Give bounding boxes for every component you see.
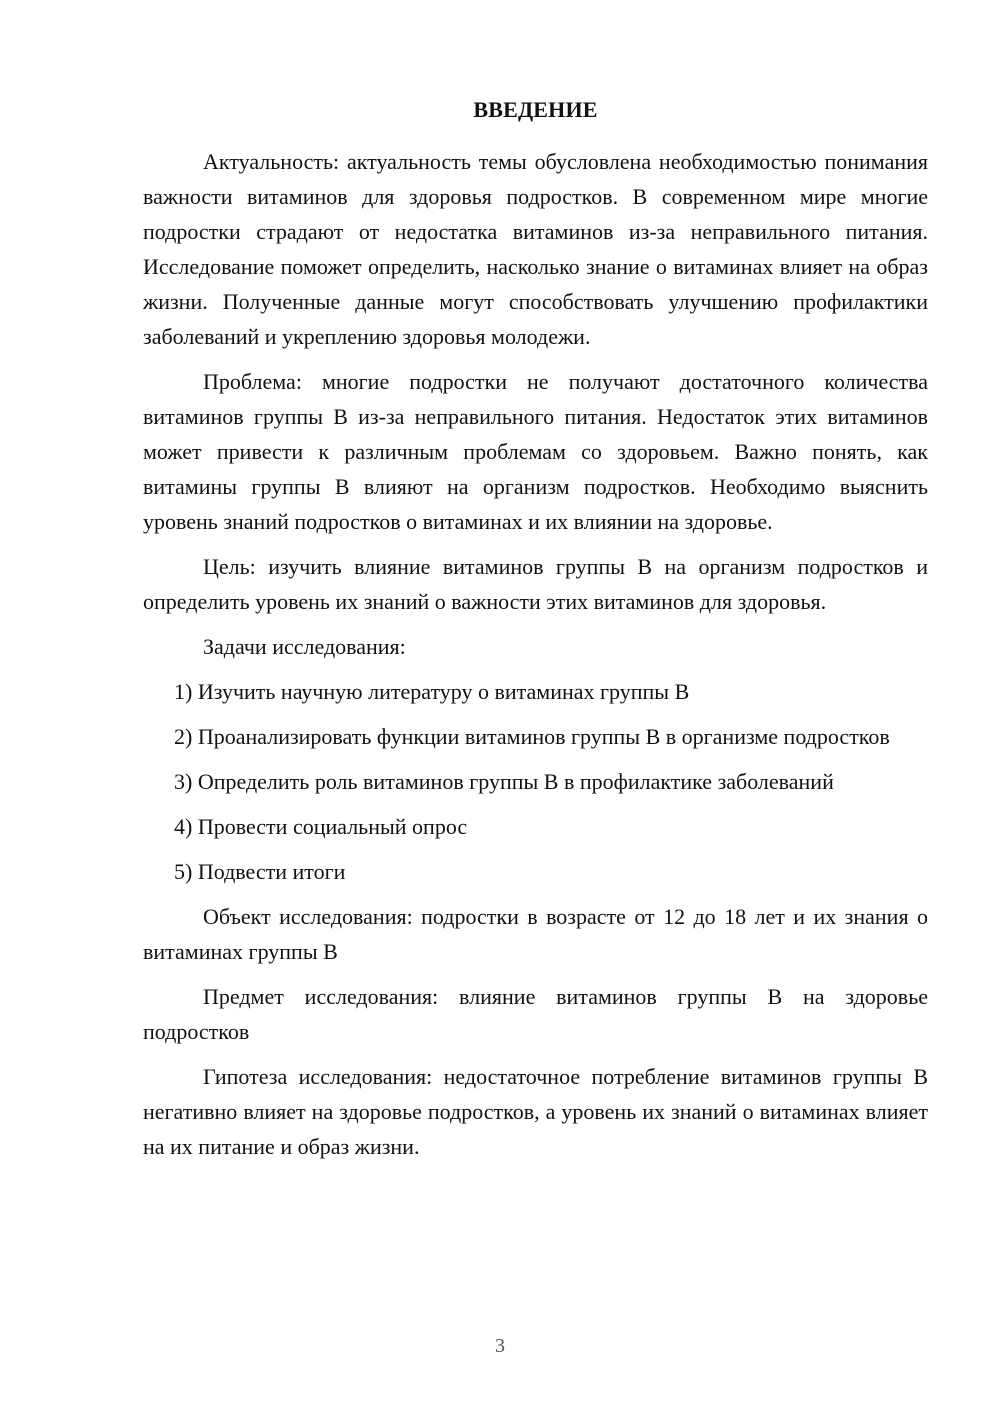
- task-item: 5) Подвести итоги: [174, 859, 346, 884]
- section-title: ВВЕДЕНИЕ: [473, 97, 598, 122]
- task-item: 2) Проанализировать функции витаминов группы В в организме подростков: [174, 724, 890, 749]
- hypothesis-paragraph: Гипотеза исследования: недостаточное потребление витаминов группы В негативно влияет на здоровье подростков, а уровень их знаний о витаминах влияет на их питание и образ жизни.: [143, 1064, 928, 1159]
- task-item: 3) Определить роль витаминов группы В в профилактике заболеваний: [174, 769, 834, 794]
- page-number: 3: [495, 1335, 505, 1357]
- task-item: 4) Провести социальный опрос: [174, 814, 468, 839]
- relevance-paragraph: Актуальность: актуальность темы обусловлена необходимостью понимания важности витаминов для здоровья подростков. В современном мире многие подростки страдают от недостатка витаминов из-за неправильного питания. Исследование поможет определить, насколько знание о витаминах влияет на образ жизни. Полученные данные могут способствовать улучшению профилактики заболеваний и укреплению здоровья молодежи.: [143, 149, 928, 349]
- task-item: 1) Изучить научную литературу о витаминах группы В: [174, 679, 690, 704]
- problem-paragraph: Проблема: многие подростки не получают достаточного количества витаминов группы В из-за неправильного питания. Недостаток этих витаминов может привести к различным проблемам со здоровьем. Важно понять, как витамины группы В влияют на организм подростков. Необходимо выяснить уровень знаний подростков о витаминах и их влиянии на здоровье.: [143, 369, 928, 534]
- tasks-heading: Задачи исследования:: [203, 634, 406, 659]
- goal-paragraph: Цель: изучить влияние витаминов группы В на организм подростков и определить уровень их знаний о важности этих витаминов для здоровья.: [143, 554, 928, 614]
- object-paragraph: Объект исследования: подростки в возрасте от 12 до 18 лет и их знания о витаминах группы В: [143, 904, 928, 964]
- document-page: [143, 92, 928, 1174]
- subject-paragraph: Предмет исследования: влияние витаминов группы В на здоровье подростков: [143, 984, 928, 1044]
